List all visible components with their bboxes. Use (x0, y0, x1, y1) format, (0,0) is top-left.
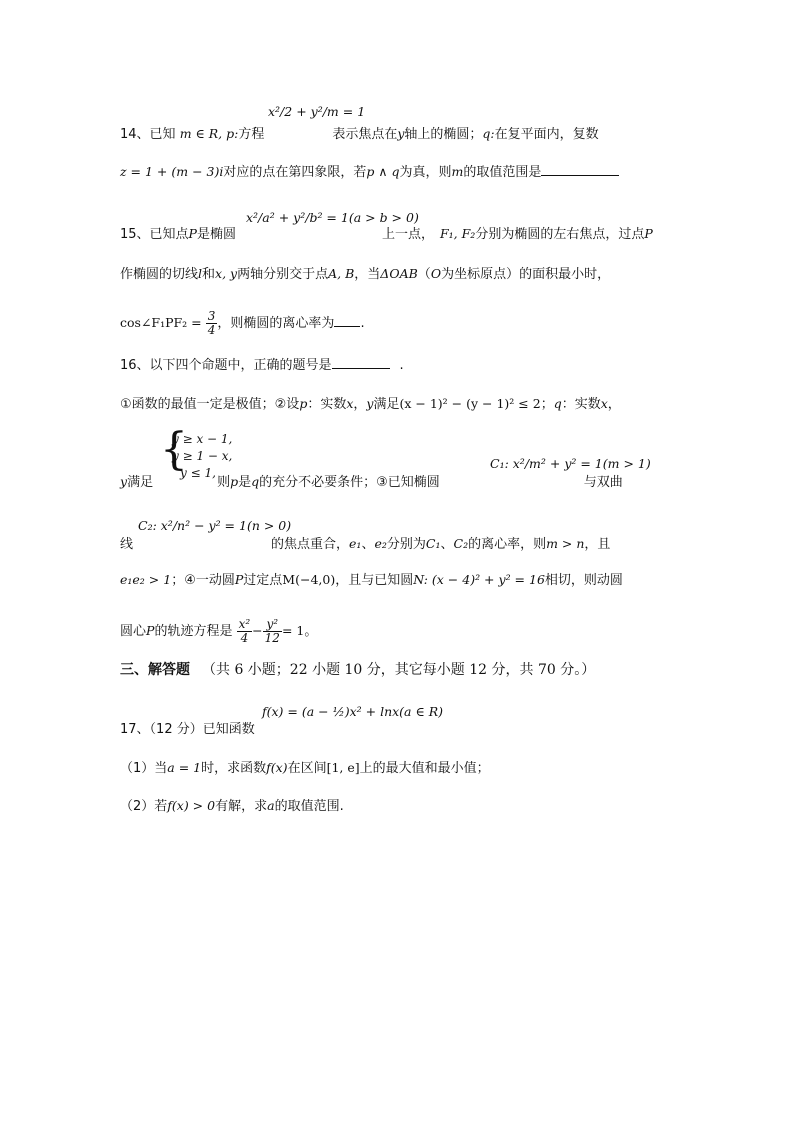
q15-ellipse: x²/a² + y²/b² = 1(a > b > 0) (246, 210, 419, 225)
q16-c2: C₂: x²/n² − y² = 1(n > 0) (138, 518, 292, 533)
q16-fraction-x: $\frac{\text{x²}}{4}$ (238, 617, 251, 645)
q16-line1: 16、以下四个命题中，正确的题号是 . (120, 358, 404, 373)
q14-eq: x²/2 + y²/m = 1 (268, 104, 366, 119)
q16-answer-blank[interactable] (332, 368, 390, 369)
q15-line2: 作椭圆的切线l和x, y两轴分别交于点A, B，当ΔOAB（O为坐标原点）的面积最小时， (120, 266, 611, 282)
q16-system-line2: y ≥ 1 − x, (172, 449, 233, 463)
q16-system-brace: { (160, 424, 188, 475)
q17-func: f(x) = (a − ½)x² + lnx(a ∈ R) (262, 704, 443, 719)
q17-part1: （1）当a = 1时，求函数f(x)在区间[1, e]上的最大值和最小值； (120, 760, 490, 776)
q15-answer-blank[interactable] (334, 326, 360, 327)
q14-line1: 14、已知 m ∈ R, p:方程 表示焦点在y轴上的椭圆；q:在复平面内，复数 (120, 126, 599, 142)
q15-fraction: $\frac{3}{4}$ (207, 309, 216, 337)
q17-label: 17、（12 分）已知函数 (120, 722, 255, 737)
q14-answer-blank[interactable] (541, 175, 619, 176)
q17-part2: （2）若f(x) > 0有解，求a的取值范围. (120, 798, 344, 814)
q16-line3: y满足 则p是q的充分不必要条件；③已知椭圆 与双曲 (120, 474, 623, 490)
q16-system-line1: y ≥ x − 1, (172, 432, 233, 446)
q15-line1: 15、已知点P是椭圆 上一点， F₁, F₂分别为椭圆的左右焦点，过点P (120, 226, 653, 242)
q16-line6: 圆心P的轨迹方程是 $\frac{\text{x²}}{4}$ − $\frac{\text{y²}}{12}$ = 1。 (120, 617, 318, 645)
section-heading: 三、解答题 （共 6 小题；22 小题 10 分，其它每小题 12 分，共 70 分。） (120, 662, 596, 678)
q16-fraction-y: $\frac{\text{y²}}{12}$ (264, 617, 280, 645)
q14-line2: z = 1 + (m − 3)i对应的点在第四象限，若p ∧ q为真，则m的取值范围是 (120, 164, 619, 181)
q16-system-line3: y ≤ 1, (180, 466, 216, 480)
q16-line2: ①函数的最值一定是极值；②设p：实数x，y满足(x − 1)² − (y − 1)² ≤ 2；q：实数x， (120, 396, 621, 412)
q16-line4: 线 的焦点重合，e₁、e₂分别为C₁、C₂的离心率，则m > n，且 (120, 536, 611, 552)
q15-line3: cos∠F₁PF₂ = $\frac{3}{4}$ ，则椭圆的离心率为 . (120, 309, 365, 337)
q16-line5: e₁e₂ > 1；④一动圆P过定点M(−4,0)，且与已知圆N: (x − 4)² + y² = 16相切，则动圆 (120, 572, 623, 588)
q16-c1: C₁: x²/m² + y² = 1(m > 1) (490, 456, 651, 471)
